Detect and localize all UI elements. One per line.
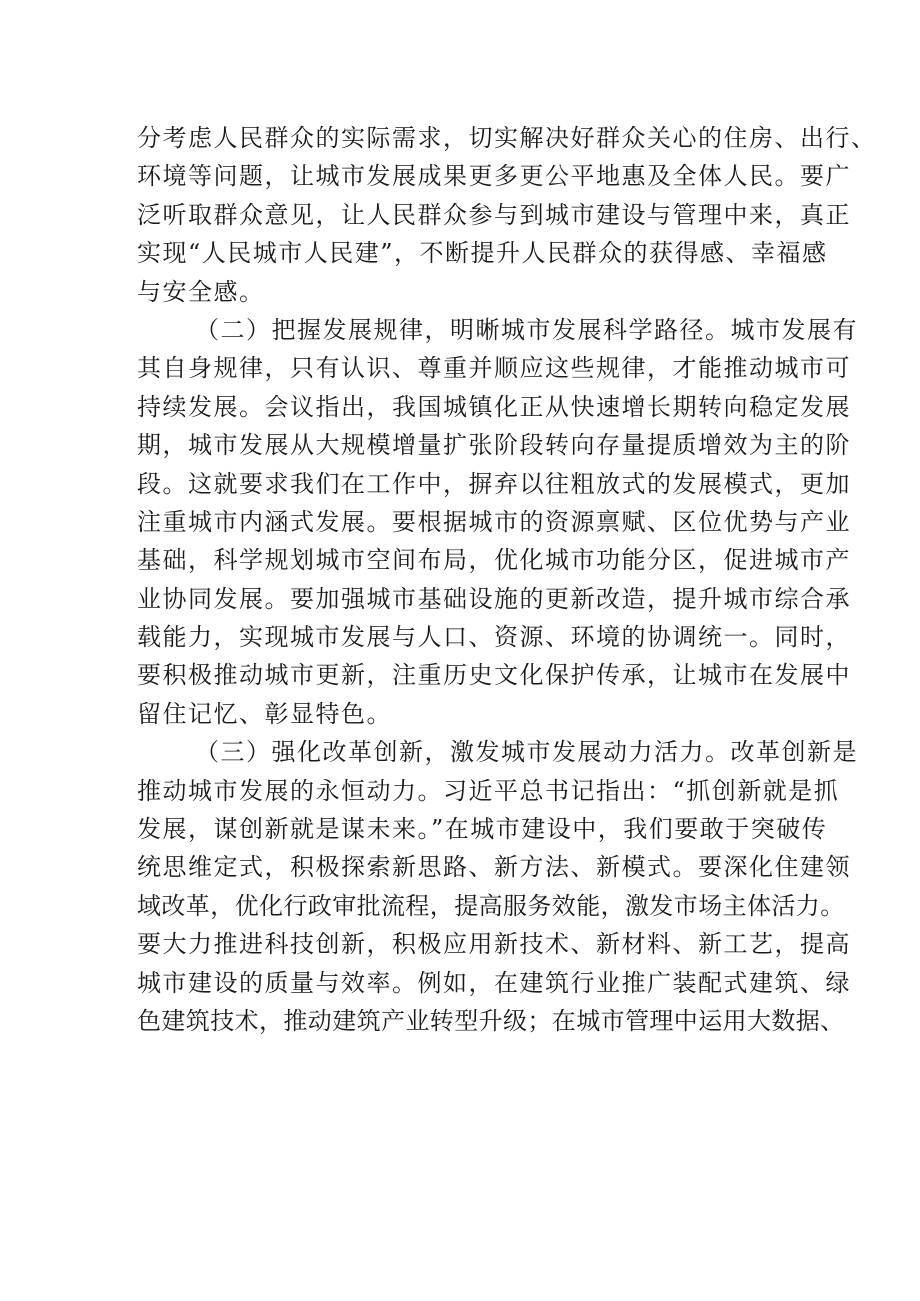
text-line: 基础，科学规划城市空间布局，优化城市功能分区，促进城市产 xyxy=(137,546,851,575)
text-line: 其自身规律，只有认识、尊重并顺应这些规律，才能推动城市可 xyxy=(137,354,851,383)
body-text xyxy=(137,119,877,1040)
section-heading-line: （三）强化改革创新，激发城市发展动力活力。改革创新是 xyxy=(195,738,858,767)
text-line: 统思维定式，积极探索新思路、新方法、新模式。要深化住建领 xyxy=(137,853,851,882)
text-line: 注重城市内涵式发展。要根据城市的资源禀赋、区位优势与产业 xyxy=(137,507,851,536)
text-line: 城市建设的质量与效率。例如，在建筑行业推广装配式建筑、绿 xyxy=(137,968,851,997)
paragraph-people-centered-continued xyxy=(137,119,877,311)
text-line: 期，城市发展从大规模增量扩张阶段转向存量提质增效为主的阶 xyxy=(137,431,851,460)
text-line: 要积极推动城市更新，注重历史文化保护传承，让城市在发展中 xyxy=(137,661,851,690)
text-line: 推动城市发展的永恒动力。习近平总书记指出：“抓创新就是抓 xyxy=(137,776,840,805)
text-line: 要大力推进科技创新，积极应用新技术、新材料、新工艺，提高 xyxy=(137,930,851,959)
text-line: 业协同发展。要加强城市基础设施的更新改造，提升城市综合承 xyxy=(137,584,851,613)
text-line: 段。这就要求我们在工作中，摒弃以往粗放式的发展模式，更加 xyxy=(137,469,851,498)
text-line: 载能力，实现城市发展与人口、资源、环境的协调统一。同时， xyxy=(137,623,851,652)
text-line: 持续发展。会议指出，我国城镇化正从快速增长期转向稳定发展 xyxy=(137,392,851,421)
paragraph-reform-innovation xyxy=(137,733,858,1040)
text-line: 分考虑人民群众的实际需求，切实解决好群众关心的住房、出行、 xyxy=(137,124,877,152)
text-line: 泛听取群众意见，让人民群众参与到城市建设与管理中来，真正 xyxy=(137,200,851,229)
text-line: 实现“人民城市人民建”，不断提升人民群众的获得感、幸福感 xyxy=(137,239,828,268)
text-line: 色建筑技术，推动建筑产业转型升级；在城市管理中运用大数据、 xyxy=(137,1006,845,1035)
text-line: 与安全感。 xyxy=(137,277,265,306)
section-heading-line: （二）把握发展规律，明晰城市发展科学路径。城市发展有 xyxy=(195,315,858,344)
text-line: 留住记忆、彰显特色。 xyxy=(137,699,392,728)
text-line: 域改革，优化行政审批流程，提高服务效能，激发市场主体活力。 xyxy=(137,891,845,920)
paragraph-development-laws xyxy=(137,311,858,733)
text-line: 发展，谋创新就是谋未来。”在城市建设中，我们要敢于突破传 xyxy=(137,815,828,844)
text-line: 环境等问题，让城市发展成果更多更公平地惠及全体人民。要广 xyxy=(137,162,851,191)
